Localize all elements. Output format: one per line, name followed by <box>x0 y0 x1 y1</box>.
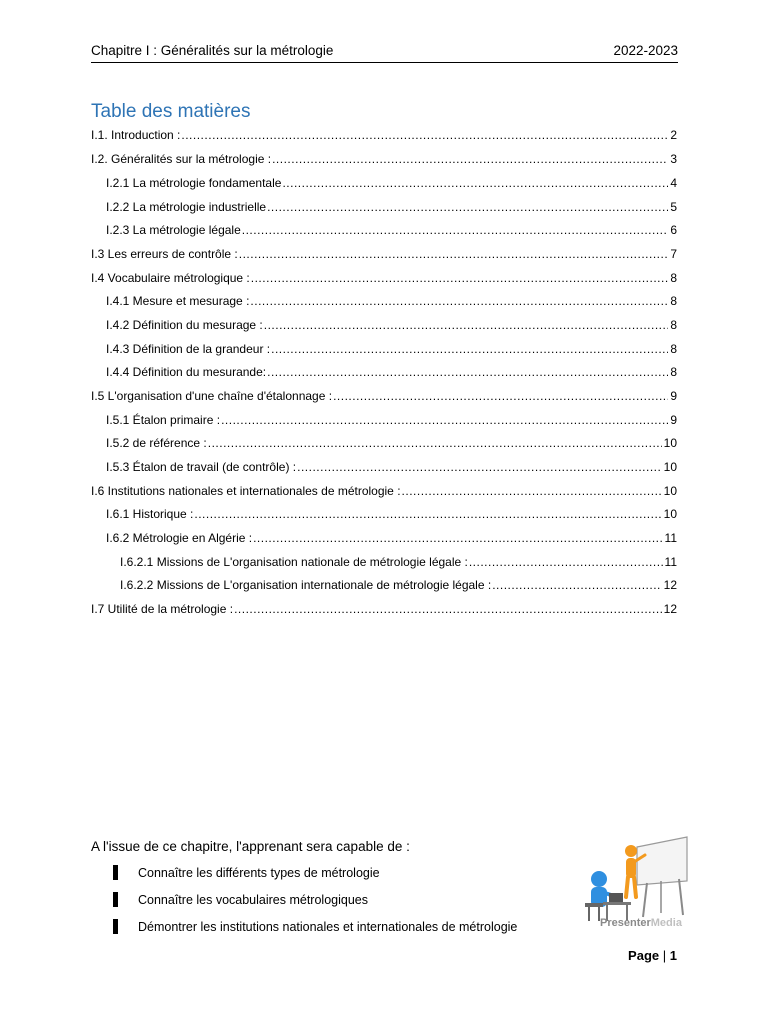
toc-entry-label: I.6.2.1 Missions de L'organisation nationale de métrologie légale : <box>120 555 468 569</box>
toc-entry[interactable] <box>106 460 677 476</box>
toc-entry[interactable] <box>91 271 677 287</box>
toc-entry-page: 4 <box>670 176 677 190</box>
toc-entry[interactable] <box>106 507 677 523</box>
objective-item <box>113 865 380 880</box>
objectives-title: A l'issue de ce chapitre, l'apprenant sera capable de : <box>91 839 410 854</box>
toc-entry-page: 12 <box>663 578 677 592</box>
toc-entry-page: 11 <box>664 555 677 569</box>
toc-entry-page: 3 <box>670 152 677 166</box>
toc-entry-page: 9 <box>670 413 677 427</box>
toc-entry-label: I.4.4 Définition du mesurande: <box>106 365 267 379</box>
toc-entry-page: 11 <box>664 531 677 545</box>
toc-entry-page: 12 <box>663 602 677 616</box>
toc-entry-label: I.4.3 Définition de la grandeur : <box>106 342 271 356</box>
brand-watermark <box>600 917 682 929</box>
objective-text: Connaître les vocabulaires métrologiques <box>138 892 368 907</box>
chapter-title: Chapitre I : Généralités sur la métrologie <box>91 43 334 58</box>
toc-entry-page: 10 <box>663 484 677 498</box>
toc-entry-page: 9 <box>670 389 677 403</box>
bullet-marker <box>113 892 118 907</box>
toc-entry[interactable] <box>106 365 677 381</box>
toc-entry-page: 10 <box>663 436 677 450</box>
page-separator: | <box>662 948 667 963</box>
toc-entry[interactable] <box>106 294 677 310</box>
toc-entry[interactable] <box>120 578 677 594</box>
toc-entry[interactable] <box>106 176 677 192</box>
toc-entry-label: I.2.1 La métrologie fondamentale <box>106 176 282 190</box>
toc-title: Table des matières <box>91 101 251 122</box>
toc-entry-page: 8 <box>670 271 677 285</box>
toc-entry-page: 6 <box>670 223 677 237</box>
toc-entry-page: 8 <box>670 342 677 356</box>
toc-entry[interactable] <box>106 413 677 429</box>
toc-entry-label: I.4.2 Définition du mesurage : <box>106 318 263 332</box>
toc-entry-page: 8 <box>670 318 677 332</box>
toc-entry-label: I.5.2 de référence : <box>106 436 207 450</box>
toc-entry-label: I.1. Introduction : <box>91 128 181 142</box>
toc-entry[interactable] <box>106 531 677 547</box>
toc-entry-label: I.4.1 Mesure et mesurage : <box>106 294 250 308</box>
toc-entry-page: 8 <box>670 365 677 379</box>
toc-entry[interactable] <box>91 602 677 618</box>
toc-entry[interactable] <box>91 484 677 500</box>
toc-entry-label: I.2.2 La métrologie industrielle <box>106 200 267 214</box>
bullet-marker <box>113 865 118 880</box>
toc-entry-label: I.5 L'organisation d'une chaîne d'étalonnage : <box>91 389 333 403</box>
toc-entry[interactable] <box>106 200 677 216</box>
toc-entry[interactable] <box>91 152 677 168</box>
toc-entry-label: I.6.2.2 Missions de L'organisation internationale de métrologie légale : <box>120 578 492 592</box>
objective-text: Démontrer les institutions nationales et internationales de métrologie <box>138 919 518 934</box>
brand-part2: Media <box>650 917 682 929</box>
page-number: 1 <box>669 948 677 963</box>
toc-entry-page: 10 <box>663 460 677 474</box>
toc-entry-label: I.6.2 Métrologie en Algérie : <box>106 531 253 545</box>
toc-entry[interactable] <box>91 247 677 263</box>
toc-entry-label: I.4 Vocabulaire métrologique : <box>91 271 250 285</box>
toc-entry-label: I.6.1 Historique : <box>106 507 194 521</box>
toc-entry-label: I.6 Institutions nationales et internationales de métrologie : <box>91 484 401 498</box>
toc-entry-label: I.2.3 La métrologie légale <box>106 223 241 237</box>
toc-entry-page: 5 <box>670 200 677 214</box>
toc-entry[interactable] <box>91 389 677 405</box>
page-footer <box>628 948 677 963</box>
toc-entry[interactable] <box>106 436 677 452</box>
toc-entry[interactable] <box>106 223 677 239</box>
page-label: Page <box>628 948 660 963</box>
objective-item <box>113 892 368 907</box>
toc-entry-label: I.7 Utilité de la métrologie : <box>91 602 234 616</box>
bullet-marker <box>113 919 118 934</box>
brand-part1: Presenter <box>600 917 651 929</box>
toc-entry-label: I.5.3 Étalon de travail (de contrôle) : <box>106 460 297 474</box>
objective-item <box>113 919 517 934</box>
objective-text: Connaître les différents types de métrologie <box>138 865 380 880</box>
toc-entry-page: 10 <box>663 507 677 521</box>
toc-entry-page: 8 <box>670 294 677 308</box>
toc-entry-page: 2 <box>670 128 677 142</box>
toc-entry[interactable] <box>120 555 677 571</box>
academic-year: 2022-2023 <box>613 43 678 58</box>
toc-entry-label: I.2. Généralités sur la métrologie : <box>91 152 272 166</box>
toc-entry[interactable] <box>106 342 677 358</box>
toc-entry[interactable] <box>91 128 677 144</box>
toc-entry-page: 7 <box>670 247 677 261</box>
toc-entry-label: I.3 Les erreurs de contrôle : <box>91 247 238 261</box>
toc-entry[interactable] <box>106 318 677 334</box>
page-header <box>91 42 678 63</box>
toc-entry-label: I.5.1 Étalon primaire : <box>106 413 221 427</box>
